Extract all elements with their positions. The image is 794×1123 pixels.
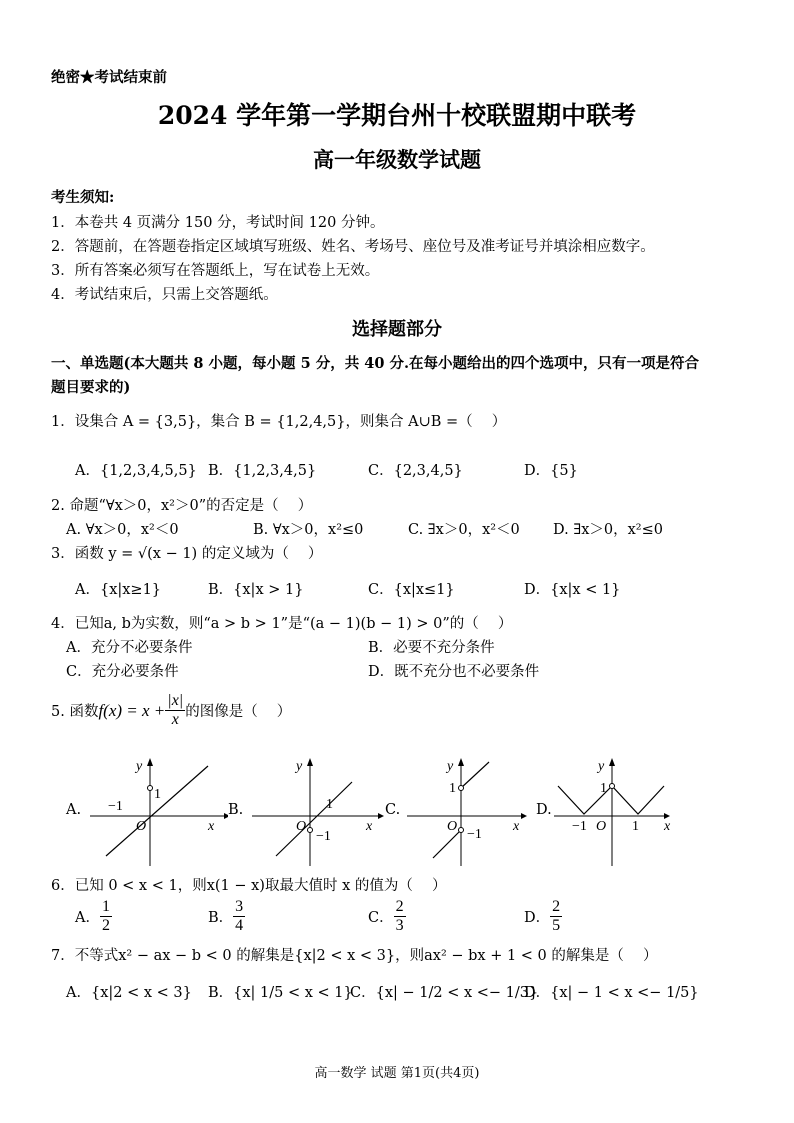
q5-label-a: A. — [66, 802, 82, 818]
q5-stem-prefix: 5. 函数 — [51, 704, 99, 720]
graph-d-1: 1 — [632, 819, 639, 834]
graph-b-x-label: x — [366, 819, 373, 834]
q6-option-c-frac — [394, 898, 406, 935]
exam-subtitle: 高一年级数学试题 — [313, 147, 481, 172]
graph-c-hole-top — [459, 786, 464, 791]
graph-a-hole — [148, 786, 153, 791]
q7-option-b: B．{x| 1/5 < x < 1} — [208, 985, 353, 1001]
q6-c-den: 3 — [395, 917, 404, 934]
graph-a-y-label: y — [136, 759, 143, 774]
graph-d-neg1: −1 — [572, 819, 587, 834]
q6-option-d-label: D． — [524, 910, 551, 926]
q5-graph-c — [405, 758, 530, 868]
q6-a-num: 1 — [101, 898, 110, 915]
q6-option-a — [75, 898, 112, 935]
q3-stem: 3．函数 y = √(x − 1) 的定义域为（ ） — [51, 546, 323, 562]
graph-a-svg — [88, 758, 228, 868]
q5-label-d: D. — [536, 802, 552, 818]
q5-frac-num: |x| — [167, 692, 184, 709]
q6-option-c — [368, 898, 406, 935]
graph-a-neg1: −1 — [108, 799, 123, 814]
q4-option-b: B．必要不充分条件 — [368, 640, 495, 656]
q5-stem-func: f(x) = x + — [98, 700, 166, 720]
section-instruction-1: 一、单选题(本大题共 8 小题，每小题 5 分，共 40 分.在每小题给出的四个选项中，只有一项是符合 — [51, 355, 700, 372]
graph-c-y-arrow — [458, 758, 464, 766]
graph-d-y-arrow — [609, 758, 615, 766]
q4-option-c: C．充分必要条件 — [66, 664, 179, 680]
q2-option-c: C. ∃x＞0，x²＜0 — [408, 522, 520, 538]
q2-stem: 2. 命题“∀x＞0，x²＞0”的否定是（ ） — [51, 498, 313, 514]
q5-graph-a — [88, 758, 228, 868]
q5-graph-d — [552, 758, 682, 868]
section-title: 选择题部分 — [352, 319, 442, 340]
q1-option-a: A．{1,2,3,4,5,5} — [75, 463, 197, 479]
graph-c-line-left — [433, 830, 461, 858]
q6-option-d — [524, 898, 562, 935]
q1-option-c: C．{2,3,4,5} — [368, 463, 463, 479]
graph-b-y-label: y — [296, 759, 303, 774]
q6-option-b-frac — [233, 898, 245, 935]
notice-heading: 考生须知: — [51, 189, 115, 206]
graph-d-svg — [552, 758, 682, 868]
graph-b-svg — [250, 758, 385, 868]
graph-b-line — [276, 782, 352, 856]
q2-option-d: D. ∃x＞0，x²≤0 — [553, 522, 663, 538]
q2-option-b: B. ∀x＞0，x²≤0 — [253, 522, 364, 538]
q6-b-den: 4 — [235, 917, 244, 934]
q6-b-num: 3 — [235, 898, 244, 915]
q6-option-d-frac — [550, 898, 562, 935]
graph-c-y-label: y — [447, 759, 454, 774]
graph-c-svg — [405, 758, 530, 868]
q1-stem: 1．设集合 A = {3,5}，集合 B = {1,2,4,5}，则集合 A∪B =（ ） — [51, 414, 507, 430]
graph-d-y-label: y — [598, 759, 605, 774]
graph-b-y-arrow — [307, 758, 313, 766]
q5-label-b: B. — [228, 802, 244, 818]
graph-c-hole-bottom — [459, 828, 464, 833]
graph-c-x-label: x — [513, 819, 520, 834]
q2-option-a: A. ∀x＞0，x²＜0 — [66, 522, 179, 538]
graph-d-1-top: 1 — [600, 781, 607, 796]
q5-stem — [51, 692, 291, 729]
q6-c-num: 2 — [395, 898, 404, 915]
graph-b-neg1: −1 — [316, 829, 331, 844]
graph-b-origin: O — [296, 819, 307, 834]
q3-option-b: B．{x|x > 1} — [208, 582, 304, 598]
notice-item-2: 2．答题前，在答题卷指定区域填写班级、姓名、考场号、座位号及准考证号并填涂相应数字。 — [51, 239, 655, 255]
q7-option-c: C．{x| − 1/2 < x <− 1/3} — [350, 985, 539, 1001]
graph-a-origin: O — [136, 819, 147, 834]
q5-graph-b — [250, 758, 385, 868]
secret-label: 绝密★考试结束前 — [51, 69, 167, 86]
q6-d-den: 5 — [552, 917, 561, 934]
graph-c-x-arrow — [521, 813, 527, 819]
q5-frac-den: x — [171, 711, 179, 728]
q4-stem: 4．已知a, b为实数，则“a > b > 1”是“(a − 1)(b − 1) > 0”的（ ） — [51, 616, 513, 632]
graph-c-line-right — [461, 762, 489, 788]
graph-d-line — [558, 786, 664, 814]
graph-c-neg1: −1 — [467, 827, 482, 842]
q6-stem: 6．已知 0 < x < 1，则x(1 − x)取最大值时 x 的值为（ ） — [51, 878, 447, 894]
q1-option-d: D．{5} — [524, 463, 578, 479]
notice-item-4: 4．考试结束后，只需上交答题纸。 — [51, 287, 278, 303]
exam-title: 2024 学年第一学期台州十校联盟期中联考 — [157, 101, 637, 130]
graph-d-origin: O — [596, 819, 607, 834]
graph-a-y-arrow — [147, 758, 153, 766]
q5-stem-suffix: 的图像是（ ） — [185, 704, 292, 720]
graph-b-hole — [308, 828, 313, 833]
q4-option-a: A．充分不必要条件 — [66, 640, 193, 656]
q5-fraction — [165, 692, 185, 729]
notice-item-1: 1．本卷共 4 页满分 150 分，考试时间 120 分钟。 — [51, 215, 385, 231]
page-footer: 高一数学 试题 第1页(共4页) — [314, 1066, 480, 1081]
graph-c-origin: O — [447, 819, 458, 834]
q3-option-a: A．{x|x≥1} — [75, 582, 162, 598]
graph-d-x-label: x — [664, 819, 671, 834]
graph-b-x-arrow — [378, 813, 384, 819]
notice-item-3: 3．所有答案必须写在答题纸上，写在试卷上无效。 — [51, 263, 380, 279]
graph-a-x-label: x — [208, 819, 215, 834]
section-instruction-2: 题目要求的) — [51, 379, 131, 396]
q6-option-b-label: B． — [208, 910, 234, 926]
q6-a-den: 2 — [101, 917, 110, 934]
q3-option-d: D．{x|x < 1} — [524, 582, 621, 598]
q1-option-b: B．{1,2,3,4,5} — [208, 463, 317, 479]
q6-option-a-label: A． — [75, 910, 100, 926]
q3-option-c: C．{x|x≤1} — [368, 582, 455, 598]
q7-option-a: A．{x|2 < x < 3} — [66, 985, 192, 1001]
graph-c-1: 1 — [449, 781, 456, 796]
q7-stem: 7．不等式x² − ax − b < 0 的解集是{x|2 < x < 3}，则ax² − bx + 1 < 0 的解集是（ ） — [51, 948, 658, 964]
graph-b-1: 1 — [326, 797, 333, 812]
q6-option-b — [208, 898, 245, 935]
graph-a-1: 1 — [154, 787, 161, 802]
q6-d-num: 2 — [552, 898, 561, 915]
q5-label-c: C. — [385, 802, 401, 818]
q7-option-d: D．{x| − 1 < x <− 1/5} — [524, 985, 699, 1001]
q6-option-c-label: C． — [368, 910, 394, 926]
graph-d-hole — [610, 784, 615, 789]
q6-option-a-frac — [100, 898, 112, 935]
q4-option-d: D．既不充分也不必要条件 — [368, 664, 540, 680]
